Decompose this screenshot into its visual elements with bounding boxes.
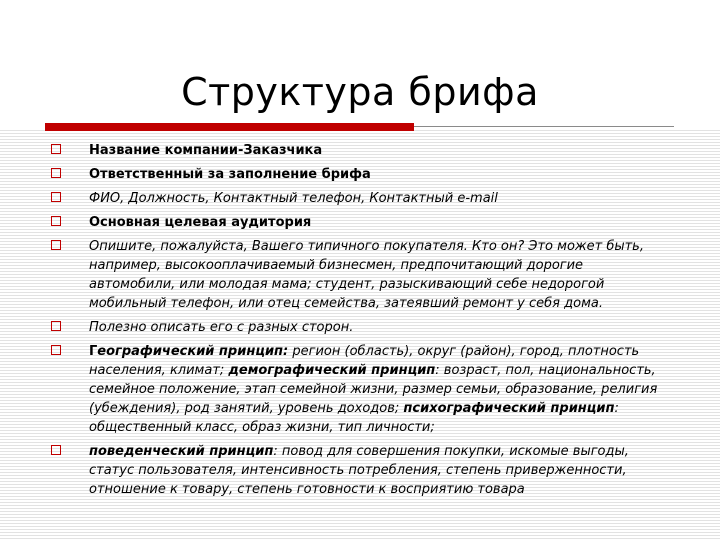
list-item	[0, 189, 720, 208]
item-text: Основная целевая аудитория	[89, 215, 312, 230]
list-item	[0, 165, 720, 184]
item-text: ФИО, Должность, Контактный телефон, Контактный e-mail	[89, 191, 498, 206]
hollow-square-bullet-icon	[51, 345, 61, 355]
list-item-behavioral	[0, 442, 720, 499]
psycho-text: : общественный класс, образ жизни, тип личности;	[89, 401, 619, 435]
hollow-square-bullet-icon	[51, 192, 61, 202]
demo-label: демографический принцип	[228, 363, 436, 378]
list-item-segmentation	[0, 342, 720, 437]
hollow-square-bullet-icon	[51, 144, 61, 154]
bullet-list	[0, 141, 720, 504]
hollow-square-bullet-icon	[51, 445, 61, 455]
psycho-label: психографический принцип	[403, 401, 615, 416]
hollow-square-bullet-icon	[51, 240, 61, 250]
item-text: Полезно описать его с разных сторон.	[89, 320, 354, 335]
item-text: Ответственный за заполнение брифа	[89, 167, 371, 182]
behav-label: поведенческий принцип	[89, 444, 274, 459]
geo-label: еографический принцип:	[97, 344, 289, 359]
geo-text: регион (область), округ (район), город, плотность населения, климат;	[89, 344, 640, 378]
list-item	[0, 213, 720, 232]
list-item	[0, 318, 720, 337]
hollow-square-bullet-icon	[51, 216, 61, 226]
slide-title: Структура брифа	[181, 70, 539, 114]
hollow-square-bullet-icon	[51, 168, 61, 178]
title-underline-gray	[414, 126, 674, 127]
geo-label-initial: Г	[89, 344, 98, 359]
demo-text: : возраст, пол, национальность, семейное положение, этап семейной жизни, размер семьи, образование, религия (убеждения), род занятий, уровень доходов;	[89, 363, 658, 416]
title-underline-red	[45, 123, 414, 131]
item-text: Опишите, пожалуйста, Вашего типичного покупателя. Кто он? Это может быть, например, высокооплачиваемый бизнесмен, предпочитающий дорогие автомобили, или молодая мама; студент, разыскивающий себе недорогой мобильный телефон, или отец семейства, затеявший ремонт у себя дома.	[89, 239, 644, 311]
behav-text: : повод для совершения покупки, искомые выгоды, статус пользователя, интенсивность потребления, степень приверженности, отношение к товару, степень готовности к восприятию товара	[89, 444, 629, 497]
list-item	[0, 141, 720, 160]
hollow-square-bullet-icon	[51, 321, 61, 331]
list-item	[0, 237, 720, 313]
item-text: Название компании-Заказчика	[89, 143, 323, 158]
